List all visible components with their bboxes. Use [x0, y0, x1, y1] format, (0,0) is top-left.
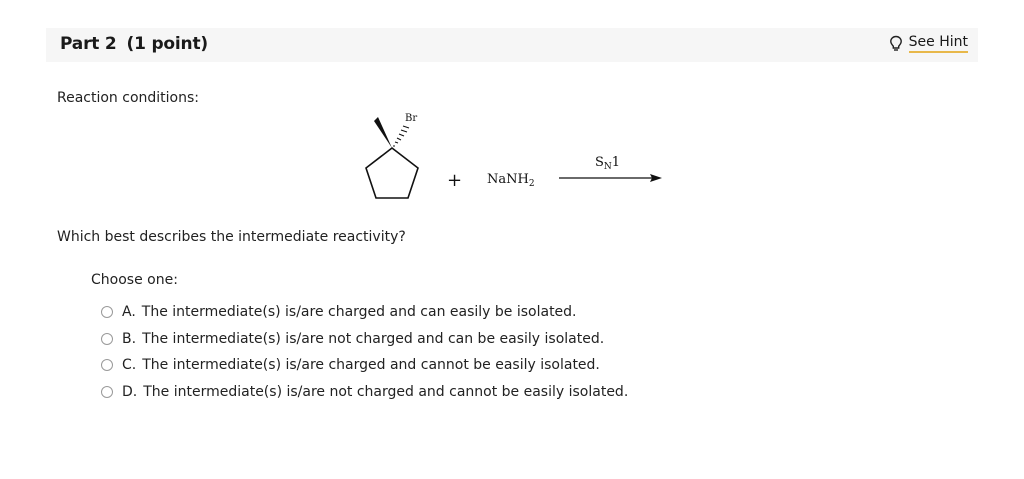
radio-button[interactable]: [101, 386, 113, 398]
reaction-scheme: [350, 108, 680, 208]
wedge-bond: [374, 117, 392, 148]
option-text: The intermediate(s) is/are charged and cannot be easily isolated.: [142, 357, 600, 374]
hashed-bond: [393, 126, 409, 146]
option-text: The intermediate(s) is/are charged and can easily be isolated.: [141, 304, 577, 321]
part-header: [46, 28, 978, 62]
option-text: The intermediate(s) is/are not charged and cannot be easily isolated.: [143, 383, 629, 400]
question-prompt: Which best describes the intermediate reactivity?: [57, 229, 406, 245]
reaction-condition-label: $S_N1$: [595, 155, 621, 172]
choose-one-heading: Choose one:: [91, 272, 178, 288]
reaction-conditions-label: Reaction conditions:: [57, 90, 199, 106]
option-b[interactable]: [101, 326, 628, 353]
option-letter: A.: [122, 304, 136, 321]
option-letter: D.: [122, 383, 138, 400]
option-d[interactable]: [101, 379, 628, 406]
part-title: [60, 34, 208, 54]
part-label: Part 2: [60, 34, 117, 54]
option-a[interactable]: [101, 299, 628, 326]
answer-options: [101, 299, 628, 405]
option-c[interactable]: [101, 352, 628, 379]
option-letter: C.: [122, 357, 137, 374]
see-hint-button[interactable]: [889, 34, 968, 53]
cyclopentane-ring: [366, 148, 418, 198]
points-label: (1 point): [126, 34, 208, 54]
option-text: The intermediate(s) is/are not charged and can be easily isolated.: [142, 330, 605, 347]
plus-sign: +: [447, 170, 463, 191]
radio-button[interactable]: [101, 333, 113, 345]
reagent-label: NaNH$_2$: [487, 172, 535, 189]
option-letter: B.: [122, 330, 137, 347]
radio-button[interactable]: [101, 306, 113, 318]
radio-button[interactable]: [101, 359, 113, 371]
bromine-label: Br: [405, 113, 418, 124]
see-hint-label[interactable]: See Hint: [909, 34, 968, 53]
lightbulb-icon: [889, 35, 903, 53]
